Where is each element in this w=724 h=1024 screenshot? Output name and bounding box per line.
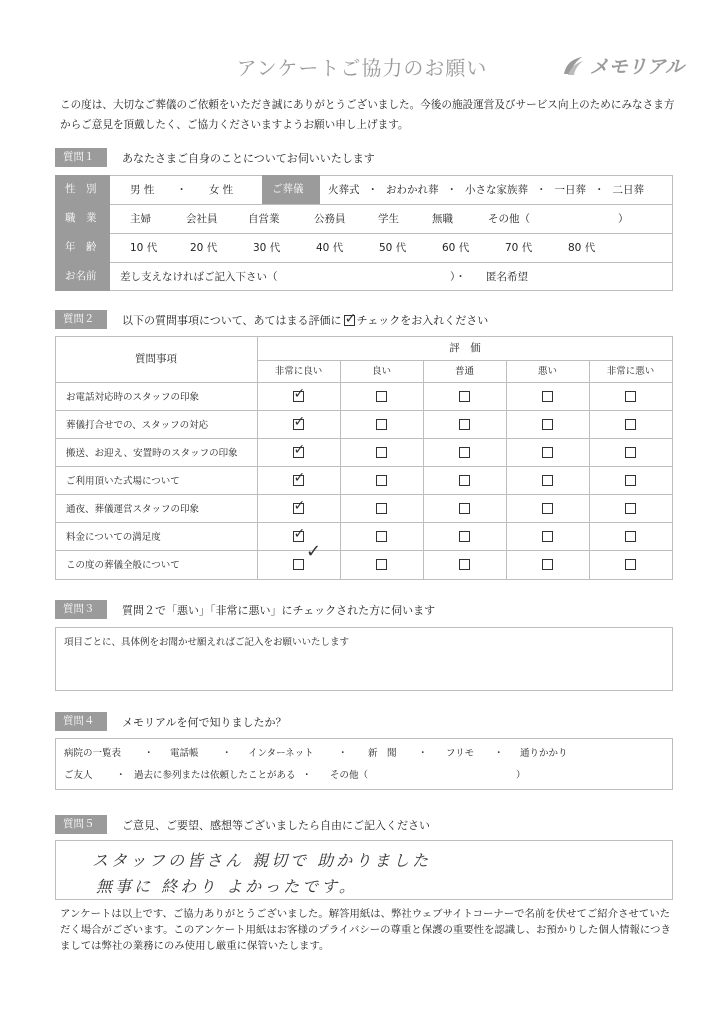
rating-checkbox[interactable] — [293, 442, 306, 458]
question-item: 葬儀打合せでの、スタッフの対応 — [66, 420, 209, 431]
rating-checkbox[interactable] — [293, 414, 306, 430]
age-20s[interactable]: 20 代 — [190, 242, 218, 254]
check-mark-icon: ✓ — [293, 526, 306, 542]
name-label: お名前 — [55, 262, 110, 291]
stray-check-mark-icon: ✓ — [306, 541, 322, 562]
age-40s[interactable]: 40 代 — [316, 242, 344, 254]
handwritten-comment-line2: 無事に 終わり よかったです。 — [96, 877, 358, 896]
rating-checkbox[interactable] — [459, 447, 470, 458]
check-mark-icon: ✓ — [293, 442, 306, 458]
rating-checkbox[interactable] — [376, 447, 387, 458]
rating-checkbox[interactable] — [376, 531, 387, 542]
leaf-logo-icon — [562, 56, 584, 76]
source-hospital-list[interactable]: 病院の一覧表 — [64, 748, 122, 759]
rating-checkbox[interactable] — [293, 470, 306, 486]
check-mark-icon: ✓ — [293, 386, 306, 402]
question-item: 搬送、お迎え、安置時のスタッフの印象 — [66, 448, 238, 459]
source-past-attendance[interactable]: 過去に参列または依頼したことがある — [134, 770, 296, 781]
q2-badge: 質問２ — [55, 310, 107, 329]
intro-text: この度は、大切なご葬儀のご依頼をいただき誠にありがとうございました。今後の施設運営及びサービス向上のためにみなさま方からご意見を頂戴したく、ご協力くださいますようお願い申し上げます。 — [60, 99, 675, 131]
col-item-header: 質問事項 — [135, 353, 177, 365]
age-label: 年 齢 — [55, 233, 110, 262]
q3-badge: 質問３ — [55, 600, 107, 619]
company-logo — [562, 52, 684, 79]
rating-checkbox[interactable] — [459, 391, 470, 402]
rating-checkbox[interactable] — [542, 531, 553, 542]
rating-checkbox[interactable] — [293, 526, 306, 542]
source-furimo[interactable]: フリモ — [446, 748, 475, 759]
source-newspaper[interactable]: 新 聞 — [368, 748, 397, 759]
check-mark-icon: ✓ — [293, 414, 306, 430]
age-70s[interactable]: 70 代 — [505, 242, 533, 254]
funeral-small-family[interactable]: 小さな家族葬 — [465, 184, 528, 196]
rating-checkbox[interactable] — [542, 391, 553, 402]
rating-checkbox[interactable] — [625, 531, 636, 542]
age-50s[interactable]: 50 代 — [379, 242, 407, 254]
source-phonebook[interactable]: 電話帳 — [170, 748, 199, 759]
q5-badge: 質問５ — [55, 815, 107, 834]
gender-female[interactable]: 女 性 — [208, 184, 234, 196]
rating-checkbox[interactable] — [542, 447, 553, 458]
q3-prompt: 項目ごとに、具体例をお聞かせ願えればご記入をお願いいたします — [64, 637, 350, 648]
funeral-options: 火葬式 ・ おわかれ葬 ・ 小さな家族葬 ・ 一日葬 ・ 二日葬 — [328, 184, 644, 196]
name-row: 差し支えなければご記入下さい（ ）・ 匿名希望 — [120, 271, 528, 283]
rating-header: 普通 — [454, 366, 474, 377]
rating-checkbox[interactable] — [542, 503, 553, 514]
rating-checkbox[interactable] — [293, 498, 306, 514]
source-other[interactable]: その他（ — [330, 770, 369, 781]
rating-checkbox[interactable] — [542, 419, 553, 430]
page-title: アンケートご協力のお願い — [236, 56, 488, 80]
q1-title: あなたさまご自身のことについてお伺いいたします — [122, 152, 375, 165]
check-mark-icon: ✓ — [293, 498, 306, 514]
rating-checkbox[interactable] — [459, 419, 470, 430]
rating-checkbox[interactable] — [542, 559, 553, 570]
rating-checkbox[interactable] — [625, 391, 636, 402]
handwritten-comment-line1: スタッフの皆さん 親切で 助かりました — [92, 851, 432, 870]
rating-checkbox[interactable] — [376, 419, 387, 430]
rating-checkbox[interactable] — [459, 531, 470, 542]
rating-checkbox[interactable] — [376, 475, 387, 486]
rating-checkbox[interactable] — [459, 559, 470, 570]
funeral-two-day[interactable]: 二日葬 — [612, 184, 644, 196]
job-housewife[interactable]: 主婦 — [130, 213, 151, 225]
rating-checkbox[interactable] — [625, 419, 636, 430]
question-item: この度の葬儀全般について — [66, 560, 180, 571]
age-80s[interactable]: 80 代 — [568, 242, 596, 254]
source-internet[interactable]: インターネット — [248, 748, 314, 759]
q3-title: 質問２で「悪い」「非常に悪い」にチェックされた方に伺います — [122, 604, 436, 617]
question-item: お電話対応時のスタッフの印象 — [66, 392, 200, 403]
q4-line1: 病院の一覧表 ・ 電話帳 ・ インターネット ・ 新 聞 ・ フリモ ・ 通りかかり — [64, 744, 568, 760]
gender-label: 性 別 — [55, 175, 110, 204]
job-self-employed[interactable]: 自営業 — [248, 213, 280, 225]
rating-checkbox[interactable] — [376, 503, 387, 514]
footer-note: アンケートは以上です、ご協力ありがとうございました。解答用紙は、弊社ウェブサイトコーナーで名前を伏せてご紹介させていただく場合がございます。このアンケート用紙はお客様のプライバシーの尊重と保護の重要性を認識し、お預かりした個人情報につきましては弊社の業務にのみ使用し厳重に保管いたします。 — [60, 908, 671, 952]
anonymous-option[interactable]: 匿名希望 — [486, 271, 528, 283]
gender-male[interactable]: 男 性 — [130, 184, 155, 196]
q1-badge: 質問１ — [55, 148, 107, 167]
question-item: ご利用頂いた式場について — [66, 476, 180, 487]
rating-checkbox[interactable] — [459, 503, 470, 514]
question-item: 料金についての満足度 — [66, 532, 161, 543]
q2-title: 以下の質問事項について、あてはまる評価に ✓ チェックをお入れください — [122, 310, 489, 327]
source-passing-by[interactable]: 通りかかり — [520, 748, 568, 759]
job-employee[interactable]: 会社員 — [186, 213, 218, 225]
age-10s[interactable]: 10 代 — [130, 242, 158, 254]
rating-checkbox[interactable] — [459, 475, 470, 486]
rating-checkbox[interactable] — [376, 559, 387, 570]
job-civil-servant[interactable]: 公務員 — [314, 213, 346, 225]
job-unemployed[interactable]: 無職 — [432, 213, 453, 225]
rating-header: 良い — [371, 366, 391, 377]
job-options: 主婦 会社員 自営業 公務員 学生 無職 その他（ ） — [130, 213, 629, 225]
rating-checkbox[interactable] — [625, 503, 636, 514]
rating-header: 非常に良い — [274, 366, 323, 377]
job-label: 職 業 — [55, 204, 110, 233]
rating-header: 悪い — [537, 366, 557, 377]
check-mark-icon: ✓ — [293, 470, 306, 486]
rating-header: 非常に悪い — [606, 366, 655, 377]
gender-options: 男 性 ・ 女 性 — [130, 184, 234, 196]
rating-checkbox[interactable] — [293, 386, 306, 402]
funeral-label: ご葬儀 — [262, 175, 320, 204]
q4-badge: 質問４ — [55, 712, 107, 731]
funeral-farewell[interactable]: おわかれ葬 — [386, 184, 439, 196]
rating-checkbox[interactable] — [625, 447, 636, 458]
rating-checkbox[interactable] — [542, 475, 553, 486]
name-prompt[interactable]: 差し支えなければご記入下さい（ — [120, 271, 278, 283]
age-60s[interactable]: 60 代 — [442, 242, 470, 254]
rating-checkbox[interactable] — [376, 391, 387, 402]
q4-line2: ご友人 ・ 過去に参列または依頼したことがある ・ その他（ ） — [64, 766, 526, 782]
source-friend[interactable]: ご友人 — [64, 770, 93, 781]
age-options — [130, 233, 618, 262]
funeral-cremation[interactable]: 火葬式 — [328, 184, 360, 196]
question-item: 通夜、葬儀運営スタッフの印象 — [66, 504, 200, 515]
rating-checkbox[interactable] — [625, 559, 636, 570]
rating-checkbox[interactable] — [293, 559, 304, 570]
job-other[interactable]: その他（ — [488, 213, 530, 225]
sample-checkbox-icon: ✓ — [344, 310, 357, 327]
job-student[interactable]: 学生 — [378, 213, 399, 225]
logo-text: メモリアル — [589, 56, 684, 78]
age-30s[interactable]: 30 代 — [253, 242, 281, 254]
col-eval-header: 評 価 — [449, 342, 481, 354]
q4-title: メモリアルを何で知りましたか？ — [122, 716, 287, 729]
q5-title: ご意見、ご要望、感想等ございましたら自由にご記入ください — [122, 819, 430, 832]
rating-checkbox[interactable] — [625, 475, 636, 486]
funeral-one-day[interactable]: 一日葬 — [554, 184, 586, 196]
